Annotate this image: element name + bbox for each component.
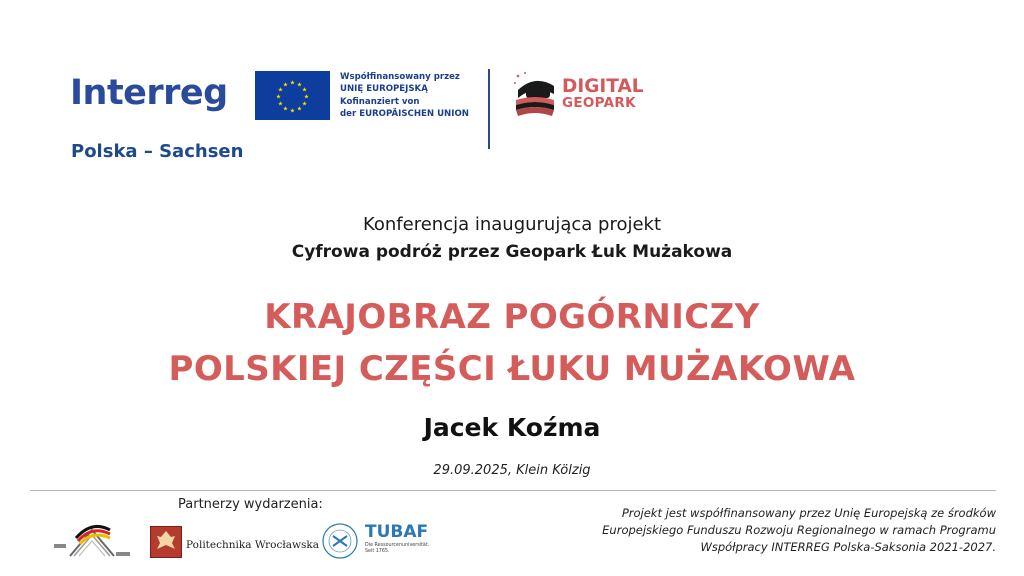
tubaf-wordmark: TUBAF xyxy=(365,522,429,542)
funding-line-2: Europejskiego Funduszu Rozwoju Regionalnego w ramach Programu xyxy=(602,523,996,537)
tu-bergakademie-freiberg-seal-icon xyxy=(321,522,359,560)
eu-line-1: Współfinansowany przez xyxy=(340,72,460,82)
eu-flag-icon xyxy=(255,71,330,120)
eu-line-4: der EUROPÄISCHEN UNION xyxy=(340,108,469,119)
tubaf-tagline xyxy=(365,543,429,555)
politechnika-wroclawska-emblem-icon xyxy=(150,526,182,558)
svg-text:★: ★ xyxy=(282,81,289,89)
date-place: 29.09.2025, Klein Kölzig xyxy=(433,463,591,478)
footer-divider xyxy=(30,490,996,491)
geopark-geopark-label: GEOPARK xyxy=(562,95,636,111)
funding-statement xyxy=(520,505,996,556)
funding-line-3: Współpracy INTERREG Polska-Saksonia 2021-2027. xyxy=(700,540,996,554)
svg-text:★: ★ xyxy=(289,79,296,87)
funding-line-1: Projekt jest współfinansowany przez Unię Europejską ze środków xyxy=(621,506,996,520)
tubaf-tagline-1: Die Ressourcenuniversität. xyxy=(365,543,430,548)
eu-cofinancing-text xyxy=(340,72,500,120)
author-name: Jacek Koźma xyxy=(423,413,601,442)
conference-intro: Konferencja inaugurująca projekt xyxy=(362,214,662,235)
egtc-logo-icon xyxy=(52,516,134,564)
header-divider xyxy=(488,69,490,149)
svg-text:★: ★ xyxy=(277,86,284,94)
talk-title-line-1: KRAJOBRAZ POGÓRNICZY xyxy=(264,297,760,337)
vr-headset-landscape-icon xyxy=(512,70,558,118)
tubaf-tagline-2: Seit 1765. xyxy=(365,549,390,554)
svg-text:★: ★ xyxy=(301,86,308,94)
project-name: Cyfrowa podróż przez Geopark Łuk Mużakowa xyxy=(291,242,733,262)
svg-text:★: ★ xyxy=(277,100,284,108)
svg-text:★: ★ xyxy=(296,105,303,113)
politechnika-wroclawska-name: Politechnika Wrocławska xyxy=(186,539,320,551)
geopark-digital-label: DIGITAL xyxy=(562,76,644,97)
svg-text:★: ★ xyxy=(296,81,303,89)
talk-title-line-2: POLSKIEJ CZĘŚCI ŁUKU MUŻAKOWA xyxy=(168,349,856,389)
eu-line-2: UNIĘ EUROPEJSKĄ xyxy=(340,83,428,94)
svg-text:★: ★ xyxy=(303,93,310,101)
partners-label: Partnerzy wydarzenia: xyxy=(178,497,323,512)
svg-text:★: ★ xyxy=(282,105,289,113)
svg-text:★: ★ xyxy=(275,93,282,101)
svg-text:★: ★ xyxy=(289,107,296,115)
svg-text:★: ★ xyxy=(301,100,308,108)
eu-line-3: Kofinanziert von xyxy=(340,97,420,107)
interreg-region: Polska – Sachsen xyxy=(71,141,244,162)
interreg-wordmark: Interreg xyxy=(70,73,228,113)
